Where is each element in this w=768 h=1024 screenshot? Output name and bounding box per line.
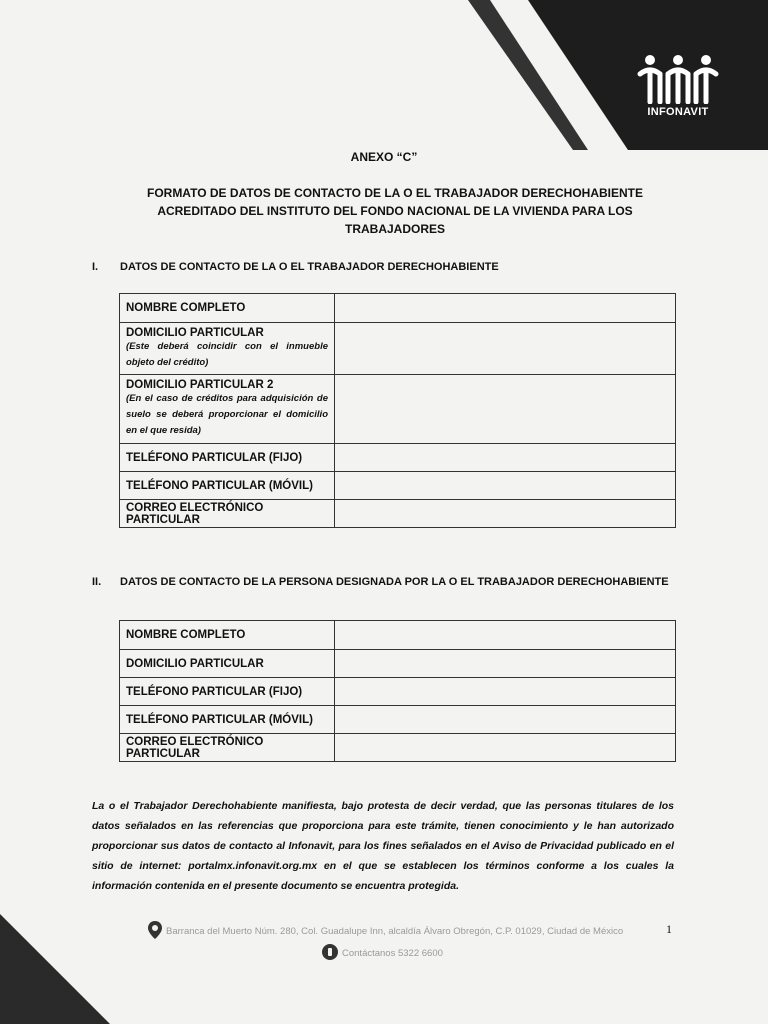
designee-address-field[interactable] bbox=[335, 650, 676, 678]
section-1-title: DATOS DE CONTACTO DE LA O EL TRABAJADOR DERECHOHABIENTE bbox=[120, 261, 499, 273]
location-pin-icon bbox=[148, 921, 162, 942]
infonavit-logo-text: INFONAVIT bbox=[647, 106, 709, 118]
page-number: 1 bbox=[666, 922, 672, 936]
field-label: NOMBRE COMPLETO bbox=[120, 294, 335, 323]
field-label: CORREO ELECTRÓNICO PARTICULAR bbox=[120, 500, 335, 528]
table-row bbox=[120, 500, 676, 528]
footer-address bbox=[148, 921, 628, 942]
declaration-paragraph: La o el Trabajador Derechohabiente manifiesta, bajo protesta de decir verdad, que las personas titulares de los datos señalados en las referencias que proporciona para este trámite, tienen conocimiento y le han autorizado proporcionar sus datos de contacto al Infonavit, para los fines señalados en el Aviso de Privacidad publicado en el sitio de internet: portalmx.infonavit.org.mx en el que se establecen los términos conforme a los cuales la información contenida en el presente documento se encuentra protegida. bbox=[92, 800, 674, 892]
full-name-field[interactable] bbox=[335, 294, 676, 323]
field-label: NOMBRE COMPLETO bbox=[120, 621, 335, 650]
designee-mobile-field[interactable] bbox=[335, 706, 676, 734]
field-note: (En el caso de créditos para adquisición de suelo se deberá proporcionar el domicilio en el que resida) bbox=[126, 393, 328, 436]
field-label: DOMICILIO PARTICULAR bbox=[120, 650, 335, 678]
section-1-number: I. bbox=[92, 261, 99, 273]
table-row bbox=[120, 734, 676, 762]
field-label: DOMICILIO PARTICULAR (Este deberá coincidir con el inmueble objeto del crédito) bbox=[120, 323, 335, 375]
email-field[interactable] bbox=[335, 500, 676, 528]
field-label: DOMICILIO PARTICULAR 2 (En el caso de créditos para adquisición de suelo se deberá proporcionar el domicilio en el que resida) bbox=[120, 375, 335, 444]
table-row bbox=[120, 444, 676, 472]
field-label: CORREO ELECTRÓNICO PARTICULAR bbox=[120, 734, 335, 762]
table-row bbox=[120, 650, 676, 678]
footer-address-text: Barranca del Muerto Núm. 280, Col. Guadalupe Inn, alcaldía Álvaro Obregón, C.P. 01029, Ciudad de México bbox=[166, 926, 624, 938]
table-row bbox=[120, 621, 676, 650]
table-row bbox=[120, 706, 676, 734]
mobile-phone-field[interactable] bbox=[335, 472, 676, 500]
table-row bbox=[120, 472, 676, 500]
section-2-title: DATOS DE CONTACTO DE LA PERSONA DESIGNADA POR LA O EL TRABAJADOR DERECHOHABIENTE bbox=[120, 576, 669, 588]
section-1-table bbox=[119, 293, 676, 528]
section-2-table bbox=[119, 620, 676, 762]
home-address-field[interactable] bbox=[335, 323, 676, 375]
infonavit-logo-icon bbox=[636, 52, 720, 104]
designee-landline-field[interactable] bbox=[335, 678, 676, 706]
table-row bbox=[120, 678, 676, 706]
field-note: (Este deberá coincidir con el inmueble objeto del crédito) bbox=[126, 340, 328, 368]
table-row bbox=[120, 375, 676, 444]
phone-icon bbox=[322, 944, 338, 963]
field-label: TELÉFONO PARTICULAR (MÓVIL) bbox=[120, 472, 335, 500]
field-label: TELÉFONO PARTICULAR (FIJO) bbox=[120, 444, 335, 472]
footer-phone bbox=[322, 944, 443, 963]
section-1-heading bbox=[92, 261, 499, 273]
table-row bbox=[120, 294, 676, 323]
field-label: TELÉFONO PARTICULAR (FIJO) bbox=[120, 678, 335, 706]
footer-corner-graphic bbox=[0, 914, 110, 1024]
footer-phone-text: Contáctanos 5322 6600 bbox=[342, 948, 443, 960]
field-label: TELÉFONO PARTICULAR (MÓVIL) bbox=[120, 706, 335, 734]
section-2-number: II. bbox=[92, 576, 102, 588]
designee-full-name-field[interactable] bbox=[335, 621, 676, 650]
table-row bbox=[120, 323, 676, 375]
section-2-heading bbox=[92, 576, 669, 588]
designee-email-field[interactable] bbox=[335, 734, 676, 762]
landline-phone-field[interactable] bbox=[335, 444, 676, 472]
infonavit-logo bbox=[614, 52, 742, 118]
annex-heading: ANEXO “C” bbox=[350, 150, 418, 164]
document-title: FORMATO DE DATOS DE CONTACTO DE LA O EL TRABAJADOR DERECHOHABIENTE ACREDITADO DEL INSTITUTO DEL FONDO NACIONAL DE LA VIVIENDA PARA LOS TRABAJADORES bbox=[146, 186, 644, 236]
home-address-2-field[interactable] bbox=[335, 375, 676, 444]
